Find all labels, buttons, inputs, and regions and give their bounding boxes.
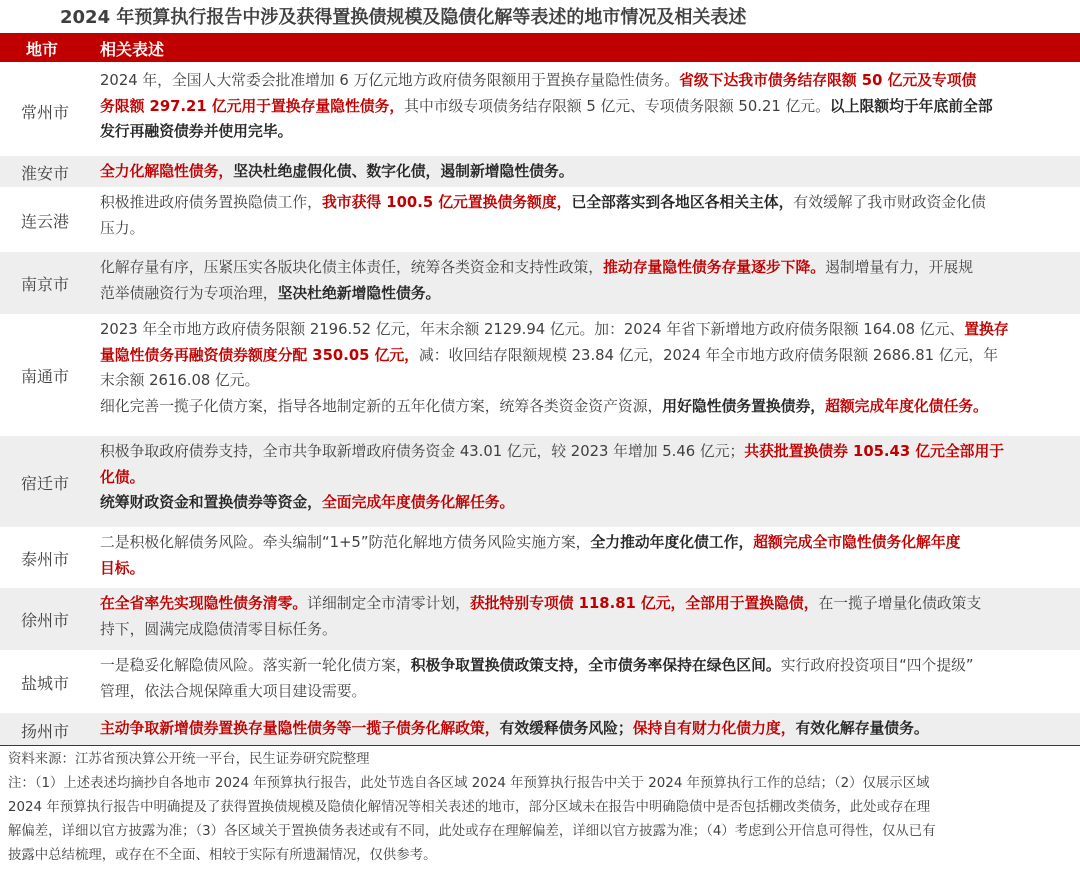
highlight-bold-text: 坚决杜绝新增隐性债务。 [277,284,441,302]
highlight-bold-text: 全力推动年度化债工作， [590,534,754,551]
statement-text [100,68,1072,145]
statement-text [100,530,1072,581]
statement-line [100,653,1072,679]
highlight-red-text: 化债。 [100,468,145,486]
highlight-red-text: 共获批置换债券 105.43 亿元全部用于 [744,443,1005,460]
highlight-red-text: 主动争取新增债券置换存量隐性债务等一揽子债务化解政策， [100,720,500,737]
highlight-red-text: 超额完成年度化债任务。 [825,397,988,415]
highlight-red-text: 超额完成全市隐性债务化解年度 [753,534,961,551]
city-name: 连云港 [20,211,69,231]
body-text: 化解存量有序，压紧压实各版块化债主体责任，统筹各类资金和支持性政策， [100,259,604,276]
note-line: 披露中总结梳理，或存在不全面、相较于实际有所遗漏情况，仅供参考。 [8,848,437,863]
highlight-red-text: 全力化解隐性债务， [100,163,234,180]
body-text: 压力。 [100,219,145,237]
statement-line [100,255,1072,281]
body-text: 其中市级专项债务结存限额 5 亿元、专项债务限额 50.21 亿元。 [404,97,830,115]
table-row [0,588,1080,650]
highlight-red-text: 目标。 [100,559,145,577]
table-row [0,65,1080,156]
table-bottom-rule [0,745,1080,746]
body-text: 范举债融资行为专项治理， [100,284,278,302]
highlight-red-text: 保持自有财力化债力度， [632,720,796,737]
note-line: 2024 年预算执行报告中明确提及了获得置换债规模及隐债化解情况等相关表述的地市，部分区域未在报告中明确隐债中是否包括棚改类债务，此处或存在理 [8,800,931,815]
statement-line [100,216,1072,242]
body-text: 一是稳妥化解隐债风险。落实新一轮化债方案， [100,657,411,674]
statement-text [100,716,1072,742]
city-name: 淮安市 [20,163,69,183]
body-text: 持下，圆满完成隐债清零目标任务。 [100,620,337,638]
body-text: 详细制定全市清零计划， [307,595,470,612]
statement-text [100,255,1072,306]
city-name: 扬州市 [20,721,69,741]
statement-line [100,190,1072,216]
statement-line [100,68,1072,94]
city-name: 泰州市 [20,549,69,569]
statement-line [100,591,1072,617]
table-row [0,527,1080,588]
statement-line [100,679,1072,705]
highlight-red-text: 务限额 297.21 亿元用于置换存量隐性债务， [100,97,405,115]
statement-line [100,281,1072,307]
body-text: 积极推进政府债务置换隐债工作， [100,194,322,211]
highlight-bold-text: 用好隐性债务置换债券， [662,397,826,415]
statement-line [100,556,1072,582]
statement-line [100,394,1072,420]
header-city: 地市 [26,40,59,59]
table-row [0,436,1080,527]
highlight-bold-text: 统筹财政资金和置换债券等资金， [100,494,322,511]
statement-line [100,490,1072,516]
statement-line [100,530,1072,556]
body-text: 末余额 2616.08 亿元。 [100,372,260,389]
statement-line [100,465,1072,491]
body-text: 细化完善一揽子化债方案，指导各地制定新的五年化债方案，统筹各类资金资产资源， [100,397,663,415]
highlight-red-text: 置换存 [964,321,1009,338]
table-row [0,156,1080,187]
statement-line [100,439,1072,465]
city-name: 宿迁市 [20,473,69,493]
statement-text [100,159,1072,185]
note-line: 注：（1）上述表述均摘抄自各地市 2024 年预算执行报告，此处节选自各区域 2024 年预算执行报告中关于 2024 年预算执行工作的总结；（2）仅展示区域 [8,776,930,791]
highlight-bold-text: 积极争取置换债政策支持，全市债务率保持在绿色区间。 [410,657,781,674]
header-statement: 相关表述 [100,40,165,59]
statement-line [100,119,1072,145]
statement-line [100,343,1072,369]
city-name: 南通市 [20,367,69,386]
table-row [0,252,1080,314]
table-row [0,713,1080,746]
body-text: 实行政府投资项目“四个提级” [780,657,974,674]
city-name: 盐城市 [20,673,69,693]
statement-line [100,716,1072,742]
statement-line [100,159,1072,185]
body-text: 管理，依法合规保障重大项目建设需要。 [100,682,367,700]
highlight-red-text: 我市获得 100.5 亿元置换债务额度， [321,194,572,211]
highlight-bold-text: 有效缓释债务风险； [499,720,633,737]
highlight-red-text: 在全省率先实现隐性债务清零。 [100,595,308,612]
statement-text [100,653,1072,704]
highlight-red-text: 量隐性债务再融资债券额度分配 350.05 亿元， [100,346,419,364]
source-note: 资料来源：江苏省预决算公开统一平台，民生证券研究院整理 [8,752,370,767]
body-text: 二是积极化解债务风险。牵头编制“1+5”防范化解地方债务风险实施方案， [100,534,591,551]
city-name: 常州市 [20,102,69,122]
statement-line [100,368,1072,394]
table-row [0,314,1080,436]
table-row [0,187,1080,252]
body-text: 积极争取政府债券支持，全市共争取新增政府债务资金 43.01 亿元，较 2023 年增加 5.46 亿元； [100,443,745,460]
highlight-bold-text: 已全部落实到各地区各相关主体， [571,194,794,211]
body-text: 减：收回结存限额规模 23.84 亿元，2024 年全市地方政府债务限额 2686.81 亿元，年 [418,346,998,364]
highlight-bold-text: 坚决杜绝虚假化债、数字化债，遏制新增隐性债务。 [233,163,574,180]
city-name: 徐州市 [20,611,69,630]
highlight-red-text: 推动存量隐性债务存量逐步下降。 [603,259,826,276]
highlight-red-text: 省级下达我市债务结存限额 50 亿元及专项债 [679,72,977,89]
note-line: 解偏差，详细以官方披露为准；（3）各区域关于置换债务表述或有不同，此处或存在理解偏差，详细以官方披露为准；（4）考虑到公开信息可得性，仅从已有 [8,824,936,839]
highlight-bold-text: 发行再融资债券并使用完毕。 [100,123,293,140]
body-text: 遏制增量有力，开展规 [825,259,974,276]
statement-text [100,439,1072,516]
statement-line [100,317,1072,343]
body-text: 有效缓解了我市财政资金化债 [793,194,986,211]
city-name: 南京市 [20,275,69,294]
highlight-bold-text: 有效化解存量债务。 [795,720,929,737]
table-header [0,33,1080,62]
statement-line [100,617,1072,643]
statement-text [100,317,1072,419]
page-title: 2024 年预算执行报告中涉及获得置换债规模及隐债化解等表述的地市情况及相关表述 [60,7,747,28]
statement-text [100,190,1072,241]
statement-text [100,591,1072,642]
footnotes [8,748,1074,868]
body-text: 2024 年，全国人大常委会批准增加 6 万亿元地方政府债务限额用于置换存量隐性债务。 [100,72,680,89]
body-text: 2023 年全市地方政府债务限额 2196.52 亿元，年末余额 2129.94 亿元。加：2024 年省下新增地方政府债务限额 164.08 亿元、 [100,321,965,338]
highlight-red-text: 获批特别专项债 118.81 亿元，全部用于置换隐债， [469,595,819,612]
table-row [0,650,1080,713]
body-text: 在一揽子增量化债政策支 [818,595,982,612]
statement-line [100,94,1072,120]
highlight-red-text: 全面完成年度债务化解任务。 [321,494,515,511]
highlight-bold-text: 以上限额均于年底前全部 [829,97,993,115]
